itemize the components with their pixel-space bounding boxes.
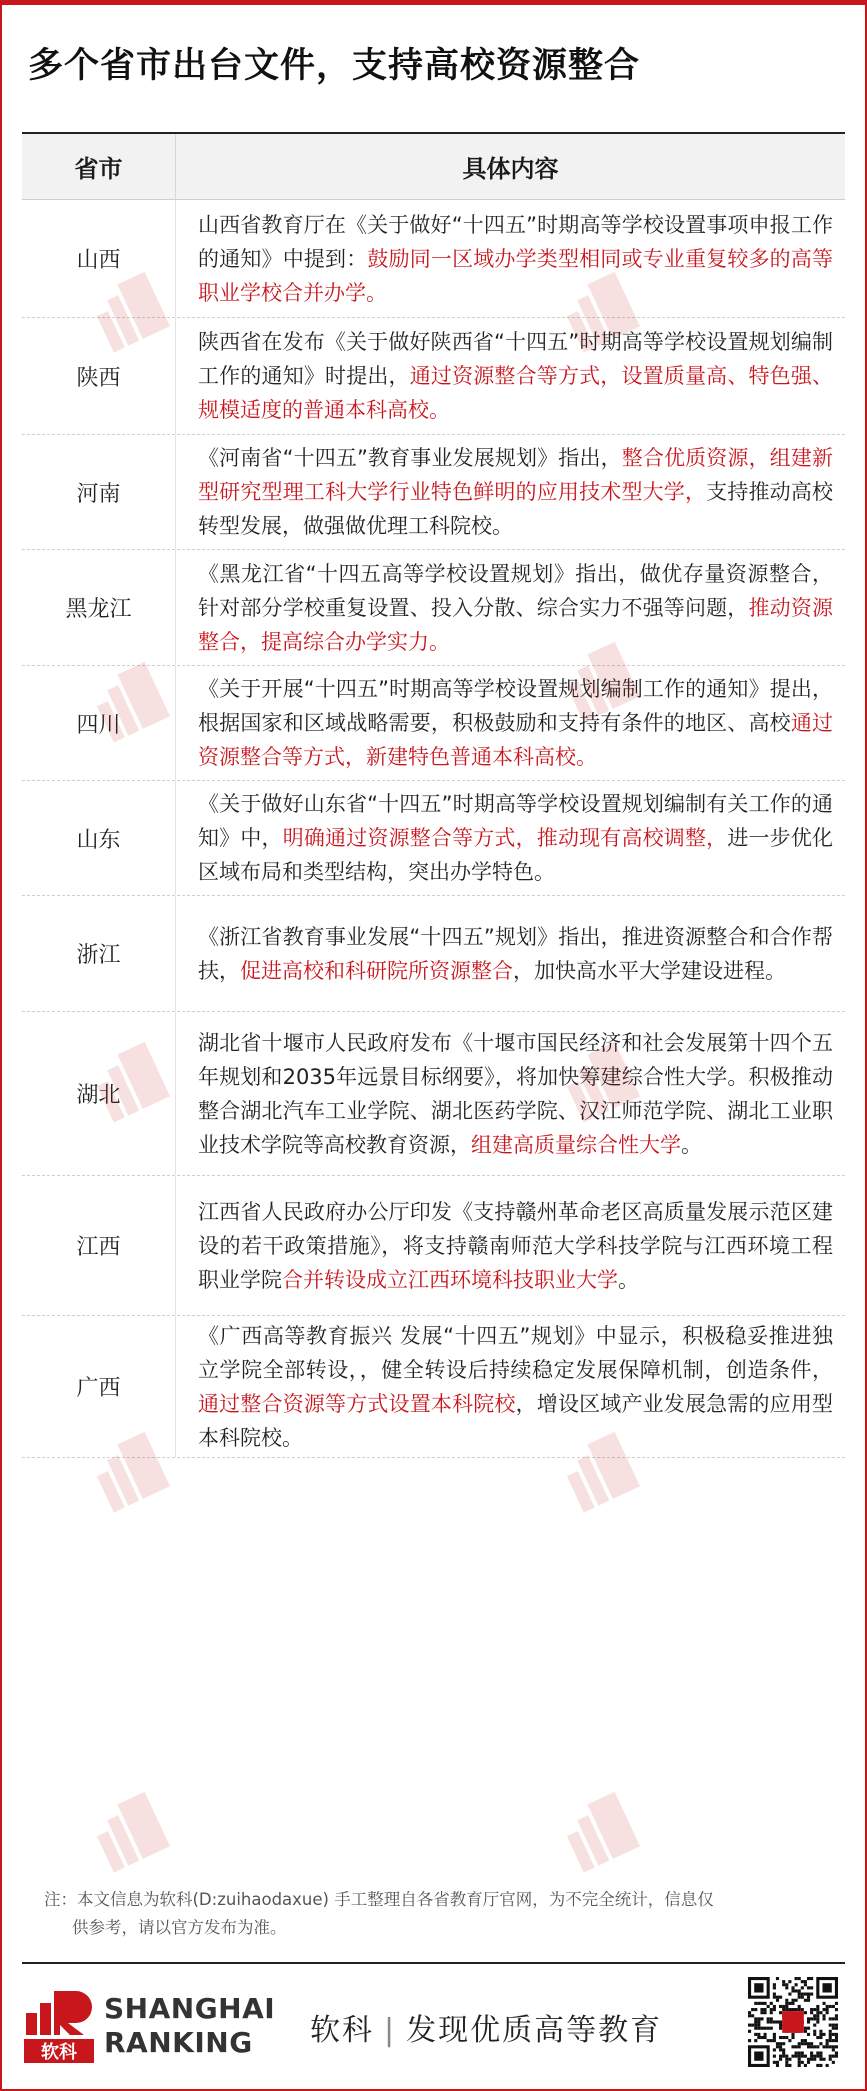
content-tail: ，加快高水平大学建设进程。 (513, 958, 786, 983)
row-content (176, 896, 845, 1011)
slogan (310, 2005, 662, 2049)
logo-text: 软科 (41, 2042, 77, 2063)
row-province: 河南 (22, 435, 176, 549)
content-highlight: 促进高校和科研院所资源整合 (240, 958, 513, 983)
content-highlight: 整合优质资源，组建新型研究型理工科大学行业特色鲜明的应用技术型大学， (198, 446, 834, 504)
row-province: 四川 (22, 666, 176, 780)
footnote-line-1: 注：本文信息为软科(D:zuihaodaxue) 手工整理自各省教育厅官网，为不完全统计，信息仅 (44, 1890, 714, 1909)
content-highlight: 明确通过资源整合等方式，推动现有高校调整， (282, 826, 728, 850)
content-highlight: 推动资源整合，提高综合办学实力。 (198, 595, 834, 654)
row-content (176, 1316, 845, 1457)
row-province: 浙江 (22, 896, 176, 1011)
table-row (22, 781, 845, 896)
slogan-left: 软科 (310, 2013, 374, 2048)
content-text: 江西省人民政府办公厅印发《支持赣州革命老区高质量发展示范区建设的若干政策措施》，将支持赣南师范大学科技学院与江西环境工程职业学院 (198, 1199, 833, 1292)
row-province: 山西 (22, 200, 176, 317)
brand-line-1: SHANGHAI (104, 1992, 276, 2025)
qr-code-icon (748, 1977, 838, 2067)
content-highlight: 合并转设成立江西环境科技职业大学 (282, 1267, 618, 1292)
slogan-right: 发现优质高等教育 (406, 2013, 663, 2048)
row-province: 湖北 (22, 1012, 176, 1175)
table-row (22, 318, 845, 435)
slogan-separator: | (384, 2013, 397, 2048)
row-province: 陕西 (22, 318, 176, 434)
content-text: 《关于开展“十四五”时期高等学校设置规划编制工作的通知》提出，根据国家和区域战略需要，积极鼓励和支持有条件的地区、高校 (198, 677, 833, 735)
page-title: 多个省市出台文件，支持高校资源整合 (28, 46, 641, 86)
header-province: 省市 (22, 134, 176, 199)
content-highlight: 通过资源整合等方式，设置质量高、特色强、规模适度的普通本科高校。 (198, 364, 834, 422)
content-highlight: 组建高质量综合性大学 (471, 1132, 681, 1157)
table-row (22, 550, 845, 666)
content-text: 《河南省“十四五”教育事业发展规划》指出， (198, 446, 622, 470)
footnote-line-2: 供参考，请以官方发布为准。 (72, 1918, 287, 1937)
table-row (22, 1012, 845, 1176)
footnote (44, 1886, 844, 1942)
content-text: 《关于做好山东省“十四五”时期高等学校设置规划编制有关工作的通知》中， (198, 792, 833, 850)
content-text: 《广西高等教育振兴 发展“十四五”规划》中显示，积极稳妥推进独立学院全部转设，，健全转设后持续稳定发展保障机制，创造条件， (198, 1323, 833, 1382)
brand-name (104, 1992, 275, 2060)
row-content (176, 435, 845, 549)
content-highlight: 鼓励同一区域办学类型相同或专业重复较多的高等职业学校合并办学。 (198, 246, 834, 305)
content-tail: 。 (681, 1132, 702, 1157)
table-row (22, 896, 845, 1012)
row-content (176, 550, 845, 665)
table-header (22, 134, 845, 200)
table-row (22, 200, 845, 318)
row-content (176, 1176, 845, 1315)
table-row (22, 435, 845, 550)
policy-table (22, 132, 845, 1458)
table-row (22, 1316, 845, 1458)
content-text: 陕西省在发布《关于做好陕西省“十四五”时期高等学校设置规划编制工作的通知》时提出， (198, 330, 833, 388)
row-content (176, 318, 845, 434)
content-tail: ，增设区域产业发展急需的应用型本科院校。 (198, 1391, 834, 1450)
row-province: 山东 (22, 781, 176, 895)
content-text: 山西省教育厅在《关于做好“十四五”时期高等学校设置事项申报工作的通知》中提到： (198, 212, 833, 271)
footer-divider (22, 1962, 845, 1964)
row-province: 黑龙江 (22, 550, 176, 665)
row-province: 江西 (22, 1176, 176, 1315)
row-content (176, 666, 845, 780)
row-content (176, 781, 845, 895)
content-highlight: 通过整合资源等方式设置本科院校 (198, 1391, 516, 1416)
content-highlight: 通过资源整合等方式，新建特色普通本科高校。 (198, 711, 834, 769)
content-tail: 进一步优化区域布局和类型结构，突出办学特色。 (198, 826, 834, 884)
brand-line-2: RANKING (104, 2026, 253, 2059)
content-tail: 。 (618, 1267, 639, 1292)
shanghai-ranking-logo-icon (24, 1985, 94, 2063)
table-row (22, 666, 845, 781)
content-text: 《黑龙江省“十四五高等学校设置规划》指出，做优存量资源整合，针对部分学校重复设置、投入分散、综合实力不强等问题， (198, 561, 833, 620)
content-text: 湖北省十堰市人民政府发布《十堰市国民经济和社会发展第十四个五年规划和2035年远景目标纲要》，将加快筹建综合性大学。积极推动整合湖北汽车工业学院、湖北医药学院、汉江师范学院、湖北工业职业技术学院等高校教育资源， (198, 1030, 833, 1157)
header-content: 具体内容 (462, 155, 559, 183)
content-tail: 支持推动高校转型发展，做强做优理工科院校。 (198, 480, 834, 538)
row-content (176, 1012, 845, 1175)
row-content (176, 200, 845, 317)
content-text: 《浙江省教育事业发展“十四五”规划》指出，推进资源整合和合作帮扶， (198, 924, 833, 983)
row-province: 广西 (22, 1316, 176, 1457)
table-row (22, 1176, 845, 1316)
